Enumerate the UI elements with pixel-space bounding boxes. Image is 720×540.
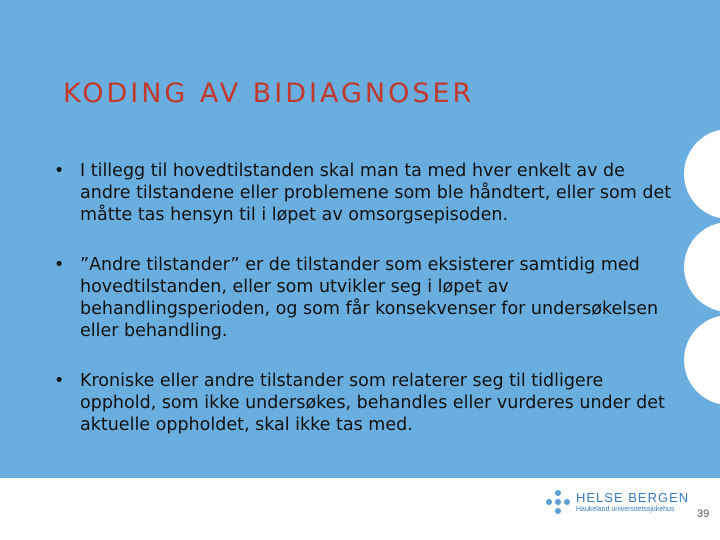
logo-tagline: Haukeland universitetssjukehus xyxy=(576,505,675,513)
slide-title: KODING AV BIDIAGNOSER xyxy=(63,78,475,109)
logo-name: HELSE BERGEN xyxy=(576,489,690,505)
bullet-list xyxy=(54,160,674,464)
bullet-marker: • xyxy=(54,161,65,181)
bullet-text: ”Andre tilstander” er de tilstander som eksisterer samtidig med hovedtilstanden, eller som utvikler seg i løpet av behandlingsperioden, og som får konsekvenser for undersøkelsen eller behandling. xyxy=(80,255,659,341)
bullet-marker: • xyxy=(54,255,65,275)
bullet-item xyxy=(54,160,674,226)
bullet-item xyxy=(54,254,674,342)
bullet-item xyxy=(54,370,674,436)
dots-cross-logo-icon xyxy=(546,490,570,514)
helse-bergen-logo xyxy=(546,490,689,514)
logo-text-block xyxy=(576,491,689,514)
bullet-text: I tillegg til hovedtilstanden skal man ta med hver enkelt av de andre tilstandene eller problemene som ble håndtert, eller som det måtte tas hensyn til i løpet av omsorgsepisoden. xyxy=(80,161,672,225)
page-number: 39 xyxy=(697,508,710,520)
bullet-marker: • xyxy=(54,371,65,391)
bullet-text: Kroniske eller andre tilstander som relaterer seg til tidligere opphold, som ikke undersøkes, behandles eller vurderes under det aktuelle oppholdet, skal ikke tas med. xyxy=(80,371,665,435)
